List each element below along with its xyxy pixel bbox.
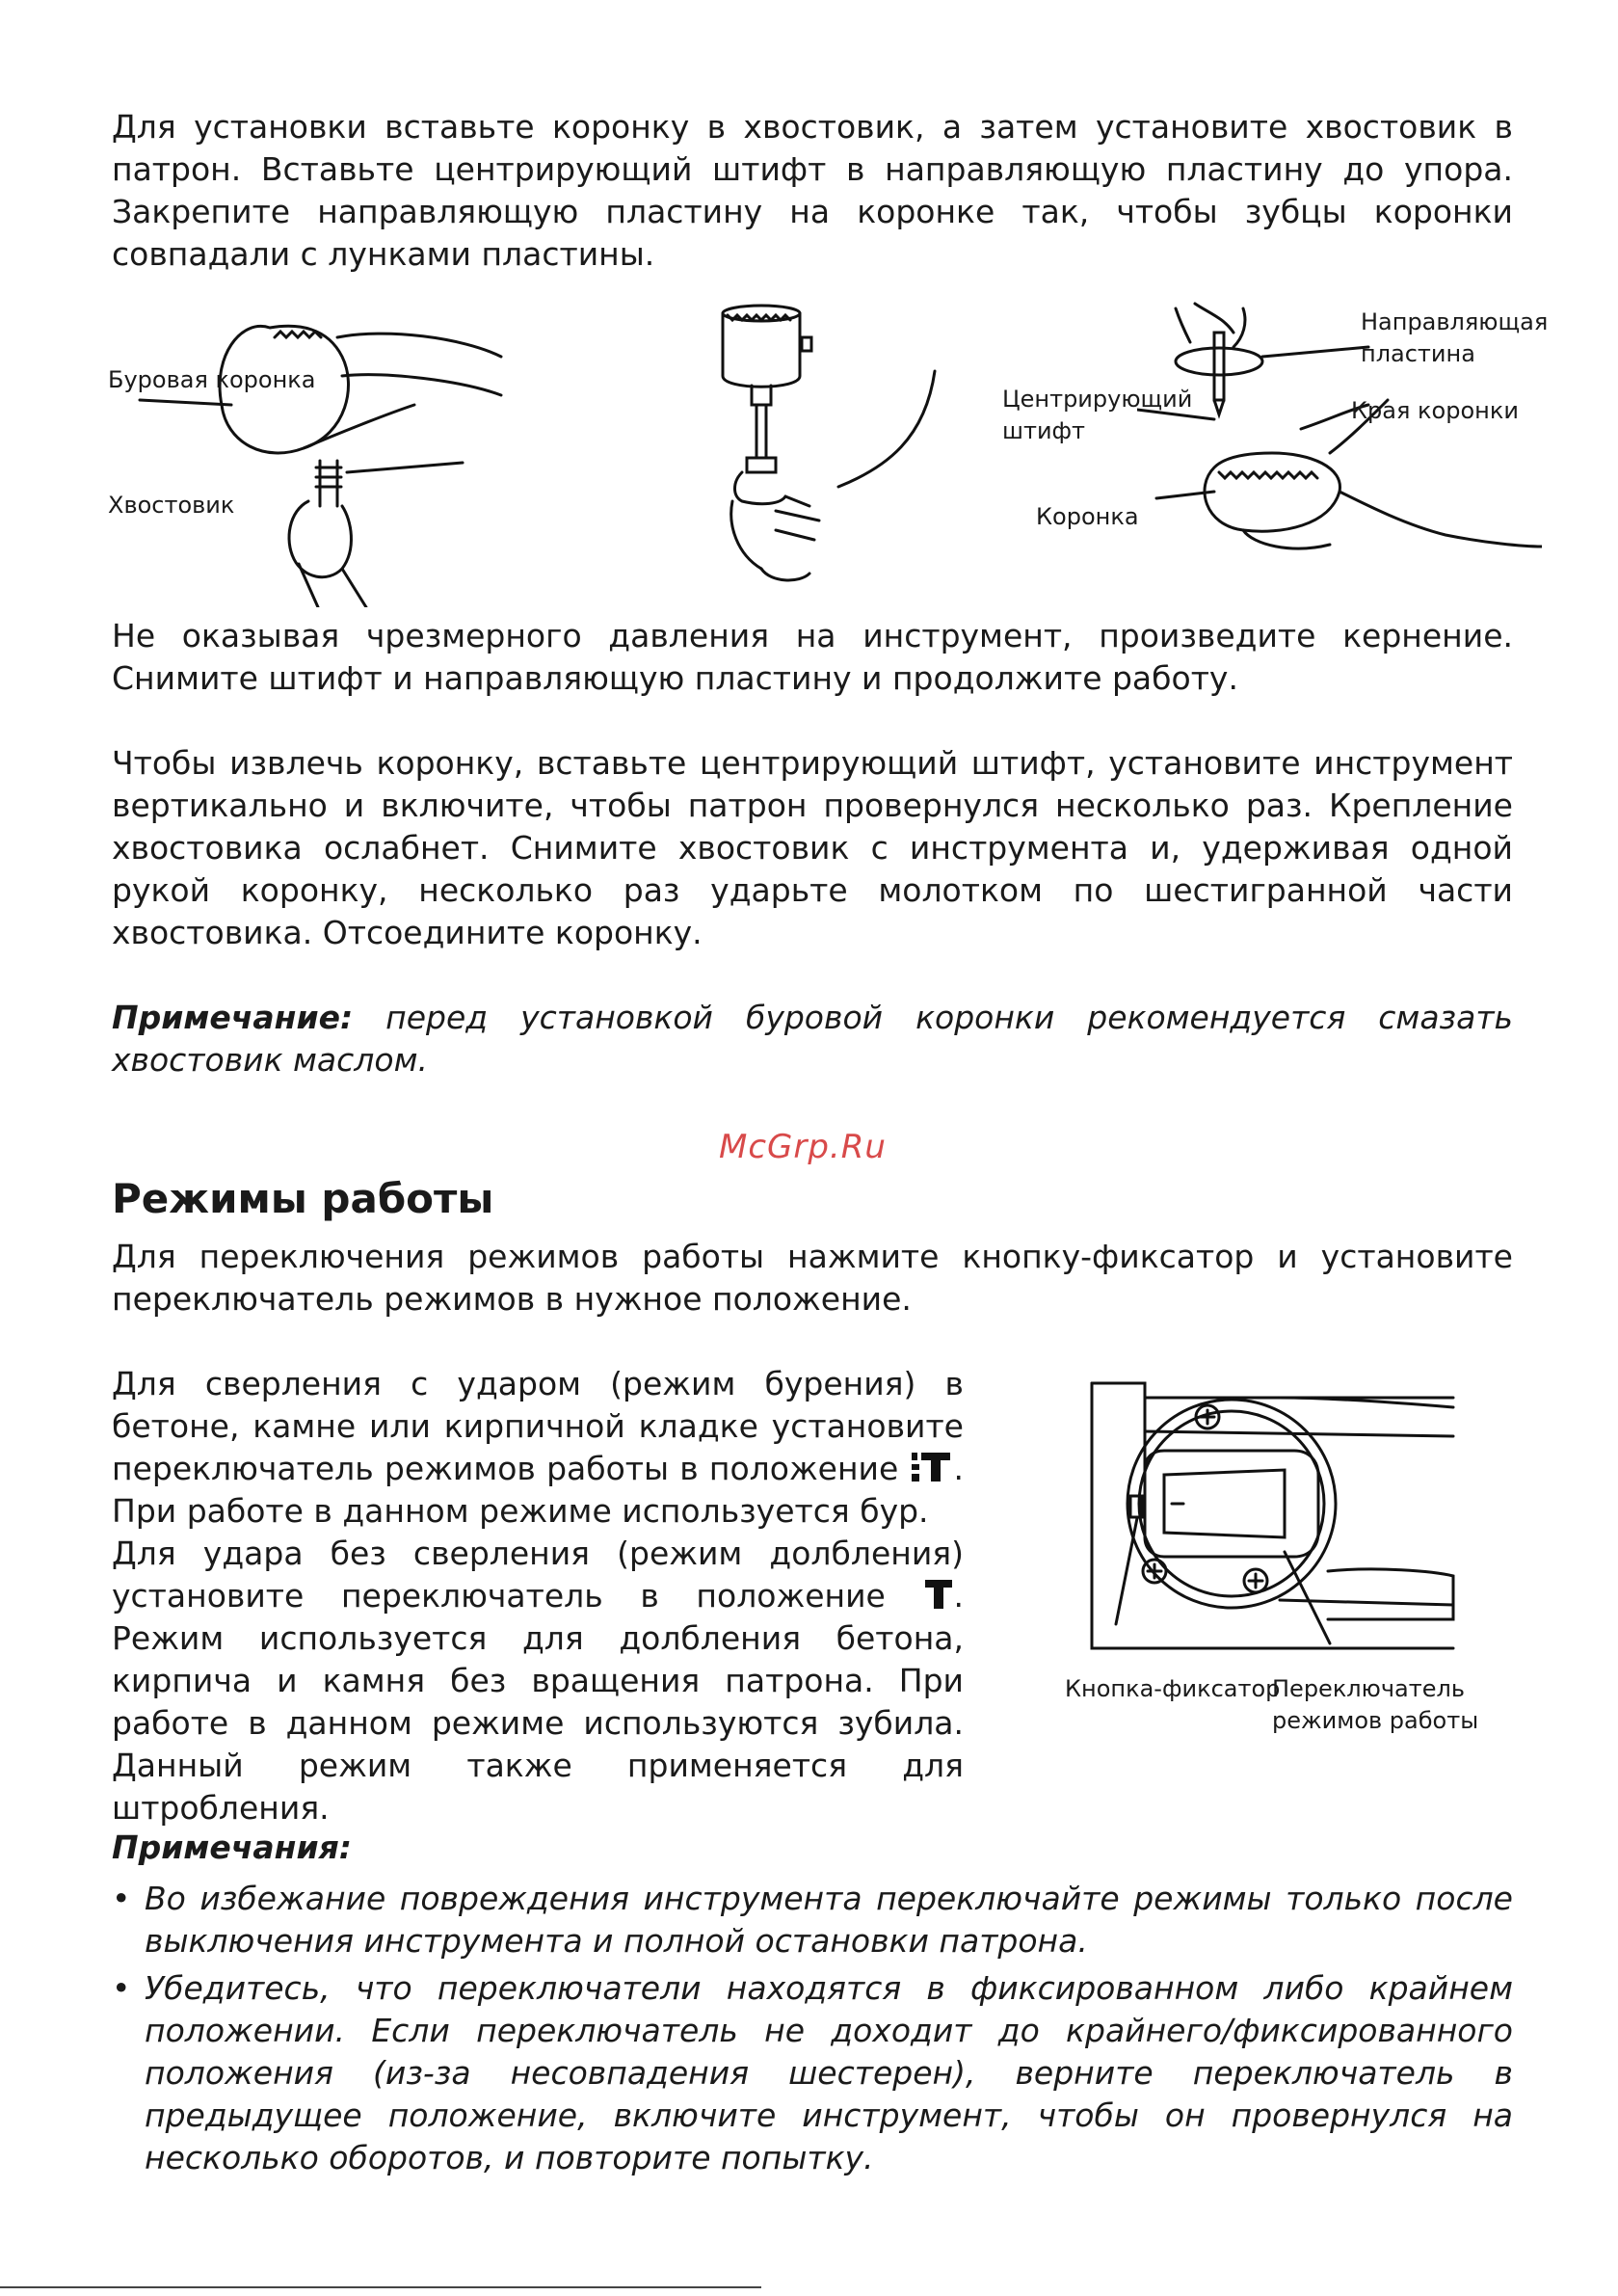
label-guide-plate: Направляющая пластина — [1361, 308, 1549, 367]
hammer-drill-text-a: Для сверления с ударом (режим бурения) в бетоне, камне или кирпичной кладке установите переключатель режимов работы в положение — [112, 1365, 964, 1487]
hammer-drill-text-b: . При работе в данном режиме используется бур. — [112, 1450, 964, 1530]
remove-paragraph: Чтобы извлечь коронку, вставьте центрирующий штифт, установите инструмент вертикально и включите, чтобы патрон провернулся несколько раз. Крепление хвостовика ослабнет. Снимите хвостовик с инструмента и, удерживая одной рукой коронку, несколько раз ударьте молотком по шестигранной части хвостовика. Отсоедините коронку. — [112, 744, 1513, 951]
modes-intro: Для переключения режимов работы нажмите кнопку-фиксатор и установите переключатель режимов в нужное положение. — [112, 1238, 1513, 1318]
hammer-drill-mode-icon — [910, 1451, 954, 1483]
list-item — [112, 1967, 1513, 2179]
assembled-crown-illustration — [694, 294, 944, 602]
note-item-text: Убедитесь, что переключатели находятся в фиксированном либо крайнем положении. Если переключатель не доходит до крайнего/фиксированного положения (из-за несовпадения шестерен), верните переключатель в предыдущее положение, включите инструмент, чтобы он провернулся на несколько оборотов, и повторите попытку. — [145, 1969, 1513, 2176]
label-crown: Коронка — [1036, 503, 1139, 530]
notes-list — [112, 1878, 1513, 2184]
bullet: • — [112, 1969, 131, 2007]
chisel-text-a: Для удара без сверления (режим долбления) установите переключатель в положение — [112, 1535, 964, 1615]
label-centering-pin: Центрирующий штифт — [1002, 386, 1193, 444]
hammer-drill-text — [112, 1363, 964, 1533]
section-title: Режимы работы — [112, 1175, 494, 1222]
pressure-paragraph: Не оказывая чрезмерного давления на инструмент, произведите кернение. Снимите штифт и направляющую пластину и продолжите работу. — [112, 617, 1513, 697]
label-crown-edges: Края коронки — [1351, 397, 1519, 424]
note-label: Примечание: — [112, 999, 354, 1036]
note-text: перед установкой буровой коронки рекомендуется смазать хвостовик маслом. — [112, 999, 1513, 1079]
mode-switch-diagram — [1087, 1378, 1472, 1658]
bullet: • — [112, 1880, 131, 1917]
label-shank: Хвостовик — [108, 492, 235, 519]
notes-title: Примечания: — [112, 1829, 352, 1866]
list-item — [112, 1878, 1513, 1962]
install-paragraph: Для установки вставьте коронку в хвостовик, а затем установите хвостовик в патрон. Вставьте центрирующий штифт в направляющую пластину до упора. Закрепите направляющую пластину на коронке так, чтобы зубцы коронки совпадали с лунками пластины. — [112, 108, 1513, 273]
chisel-text — [112, 1533, 964, 1829]
bottom-rule — [0, 2286, 761, 2288]
note-lubrication — [112, 997, 1513, 1081]
note-item-text: Во избежание повреждения инструмента переключайте режимы только после выключения инструмента и полной остановки патрона. — [145, 1880, 1513, 1960]
label-lock-button: Кнопка-фиксатор — [1065, 1675, 1281, 1702]
crown-shank-illustration — [96, 299, 520, 607]
label-drill-crown: Буровая коронка — [108, 366, 316, 393]
chisel-text-b: . Режим используется для долбления бетона, кирпича и камня без вращения патрона. При работе в данном режиме используются зубила. Данный режим также применяется для штробления. — [112, 1577, 964, 1827]
chisel-mode-icon — [923, 1578, 954, 1611]
label-mode-switch: Переключатель режимов работы — [1272, 1675, 1479, 1734]
watermark: McGrp.Ru — [719, 1128, 887, 1166]
